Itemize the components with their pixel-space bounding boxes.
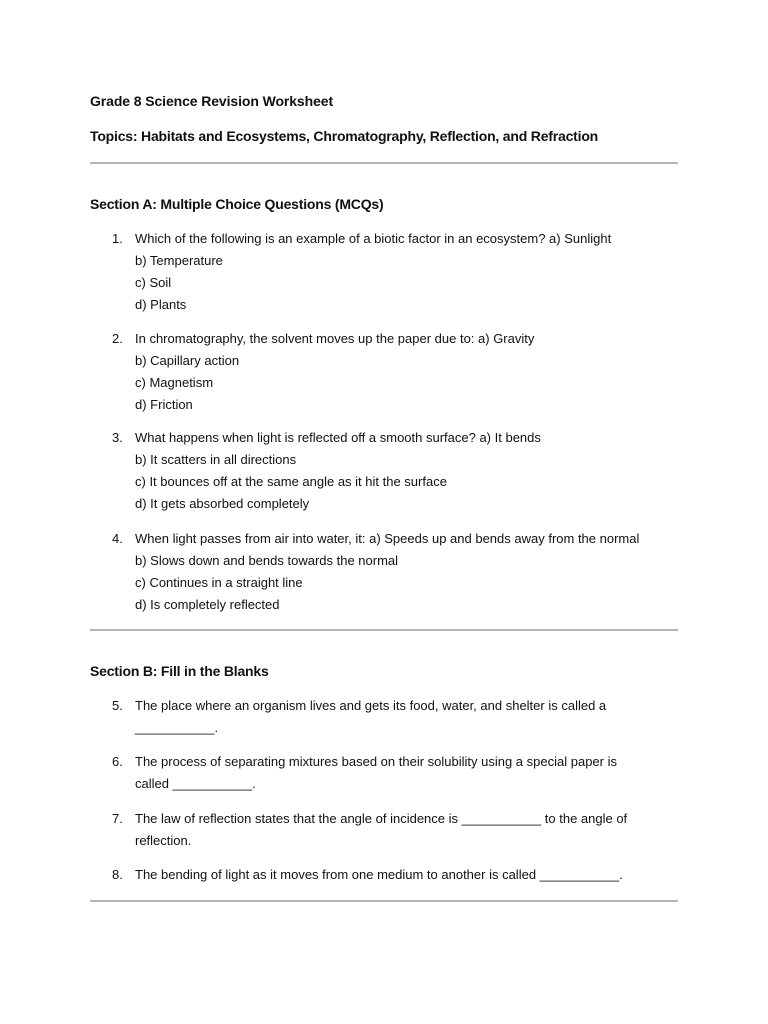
question-text-continued: ___________. xyxy=(135,720,219,735)
question-body xyxy=(135,695,675,739)
question-text: What happens when light is reflected off a smooth surface? a) It bends xyxy=(135,430,541,445)
option-d: d) Is completely reflected xyxy=(135,597,280,612)
question-text-continued: called ___________. xyxy=(135,776,256,791)
option-b: b) It scatters in all directions xyxy=(135,452,297,467)
option-d: d) It gets absorbed completely xyxy=(135,496,310,511)
divider-top xyxy=(90,162,678,164)
worksheet-topics: Topics: Habitats and Ecosystems, Chromatography, Reflection, and Refraction xyxy=(90,128,599,144)
option-c: c) Magnetism xyxy=(135,375,214,390)
question-number: 6. xyxy=(112,754,123,769)
option-d: d) Plants xyxy=(135,297,187,312)
option-b: b) Slows down and bends towards the normal xyxy=(135,553,399,568)
question-text: The bending of light as it moves from one medium to another is called ___________. xyxy=(135,867,623,882)
question-number: 2. xyxy=(112,331,123,346)
question-number: 5. xyxy=(112,698,123,713)
question-body xyxy=(135,228,675,316)
question-text: The process of separating mixtures based on their solubility using a special paper is xyxy=(135,754,617,769)
option-c: c) Continues in a straight line xyxy=(135,575,303,590)
divider-bottom xyxy=(90,900,678,902)
option-c: c) It bounces off at the same angle as it hit the surface xyxy=(135,474,447,489)
question-body xyxy=(135,864,675,886)
question-text-continued: reflection. xyxy=(135,833,192,848)
worksheet-title: Grade 8 Science Revision Worksheet xyxy=(90,93,334,109)
section-a-heading: Section A: Multiple Choice Questions (MCQs) xyxy=(90,196,384,212)
option-d: d) Friction xyxy=(135,397,193,412)
question-number: 1. xyxy=(112,231,123,246)
option-c: c) Soil xyxy=(135,275,172,290)
option-b: b) Capillary action xyxy=(135,353,240,368)
question-number: 8. xyxy=(112,867,123,882)
question-body xyxy=(135,427,675,515)
divider-middle xyxy=(90,629,678,631)
question-number: 4. xyxy=(112,531,123,546)
question-body xyxy=(135,751,675,795)
question-text: In chromatography, the solvent moves up the paper due to: a) Gravity xyxy=(135,331,535,346)
question-text: The place where an organism lives and gets its food, water, and shelter is called a xyxy=(135,698,607,713)
question-number: 7. xyxy=(112,811,123,826)
option-b: b) Temperature xyxy=(135,253,223,268)
question-number: 3. xyxy=(112,430,123,445)
question-body xyxy=(135,808,675,852)
question-body xyxy=(135,528,675,616)
question-text: When light passes from air into water, it: a) Speeds up and bends away from the normal xyxy=(135,531,640,546)
question-text: Which of the following is an example of a biotic factor in an ecosystem? a) Sunlight xyxy=(135,231,612,246)
question-text: The law of reflection states that the angle of incidence is ___________ to the angle of xyxy=(135,811,628,826)
section-b-heading: Section B: Fill in the Blanks xyxy=(90,663,269,679)
question-body xyxy=(135,328,675,416)
